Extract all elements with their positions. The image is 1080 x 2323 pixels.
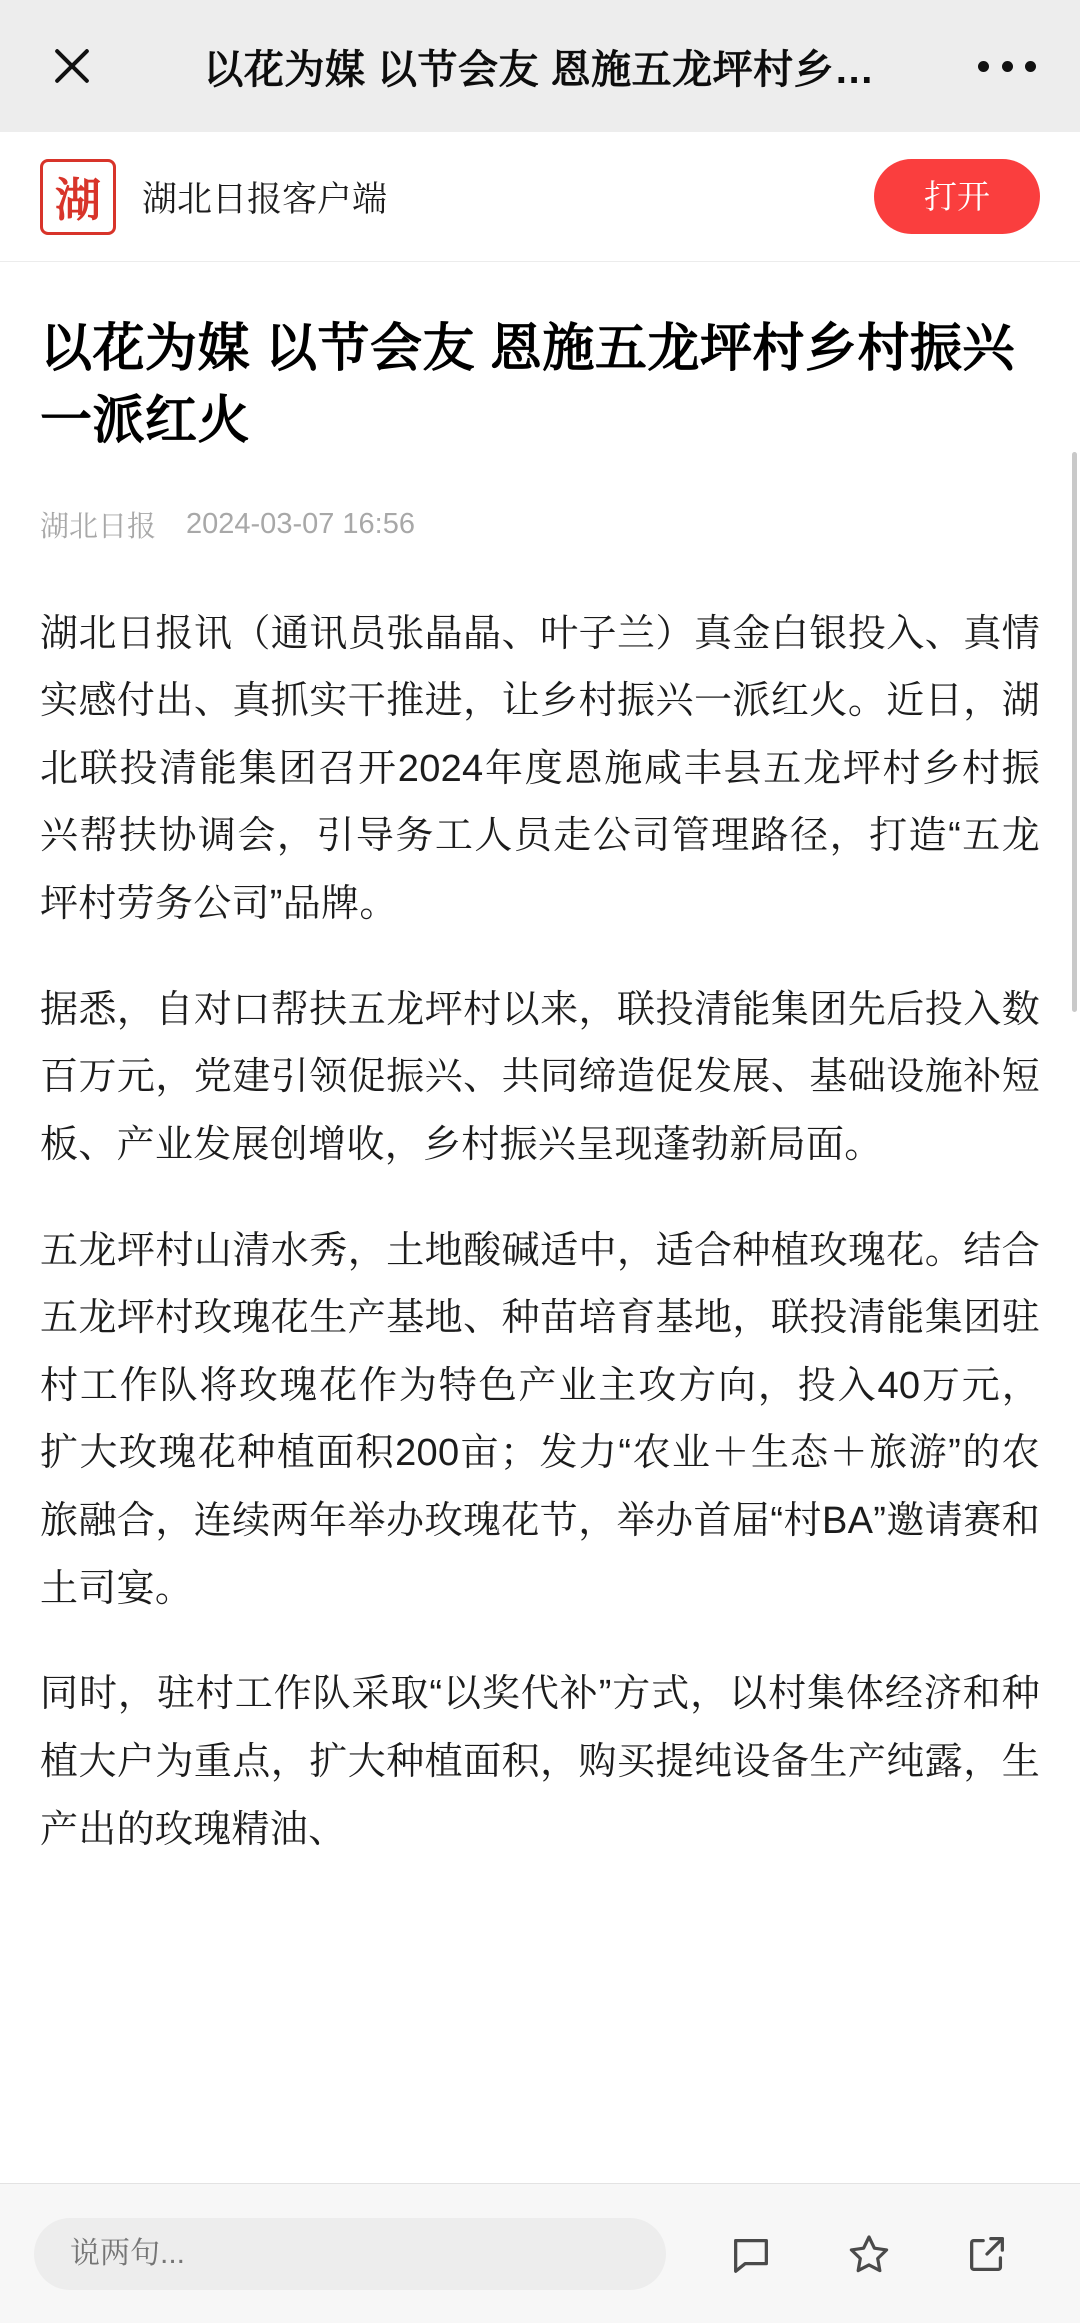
- app-name-label: 湖北日报客户端: [142, 179, 388, 219]
- app-promo-bar: [0, 132, 1080, 262]
- page-title: 以花为媒 以节会友 恩施五龙坪村乡…: [203, 47, 875, 92]
- article-paragraph: 五龙坪村山清水秀，土地酸碱适中，适合种植玫瑰花。结合五龙坪村玫瑰花生产基地、种苗培育基地，联投清能集团驻村工作队将玫瑰花作为特色产业主攻方向，投入40万元，扩大玫瑰花种植面积200亩；发力“农业＋生态＋旅游”的农旅融合，连续两年举办玫瑰花节，举办首届“村BA”邀请赛和土司宴。: [40, 1229, 1040, 1610]
- more-horizontal-icon[interactable]: [978, 38, 1036, 94]
- bottom-icon-group: [666, 2224, 1046, 2284]
- top-navigation-bar: [0, 0, 1080, 132]
- comment-icon[interactable]: [721, 2224, 781, 2284]
- article-headline: 以花为媒 以节会友 恩施五龙坪村乡村振兴一派红火: [40, 320, 1015, 450]
- article-meta: [40, 504, 1040, 545]
- comment-input[interactable]: [34, 2218, 666, 2290]
- article-paragraph: 同时，驻村工作队采取“以奖代补”方式，以村集体经济和种植大户为重点，扩大种植面积，购买提纯设备生产纯露，生产出的玫瑰精油、: [40, 1673, 1040, 1851]
- more-dot: [1025, 61, 1036, 72]
- article-paragraph: 据悉，自对口帮扶五龙坪村以来，联投清能集团先后投入数百万元，党建引领促振兴、共同缔造促发展、基础设施补短板、产业发展创增收，乡村振兴呈现蓬勃新局面。: [40, 988, 1040, 1166]
- article-container[interactable]: [0, 262, 1080, 2183]
- app-logo-icon: 湖: [40, 159, 116, 235]
- share-icon[interactable]: [957, 2224, 1017, 2284]
- article-source: 湖北日报: [40, 510, 157, 543]
- star-icon[interactable]: [839, 2224, 899, 2284]
- more-dot: [1002, 61, 1013, 72]
- article-timestamp: 2024-03-07 16:56: [186, 507, 415, 540]
- more-dot: [978, 61, 989, 72]
- article-paragraph: 湖北日报讯（通讯员张晶晶、叶子兰）真金白银投入、真情实感付出、真抓实干推进，让乡村振兴一派红火。近日，湖北联投清能集团召开2024年度恩施咸丰县五龙坪村乡村振兴帮扶协调会，引导务工人员走公司管理路径，打造“五龙坪村劳务公司”品牌。: [40, 612, 1040, 925]
- open-app-button[interactable]: 打开: [874, 159, 1040, 234]
- scrollbar[interactable]: [1072, 452, 1077, 1012]
- close-icon[interactable]: [44, 38, 100, 94]
- bottom-action-bar: [0, 2183, 1080, 2323]
